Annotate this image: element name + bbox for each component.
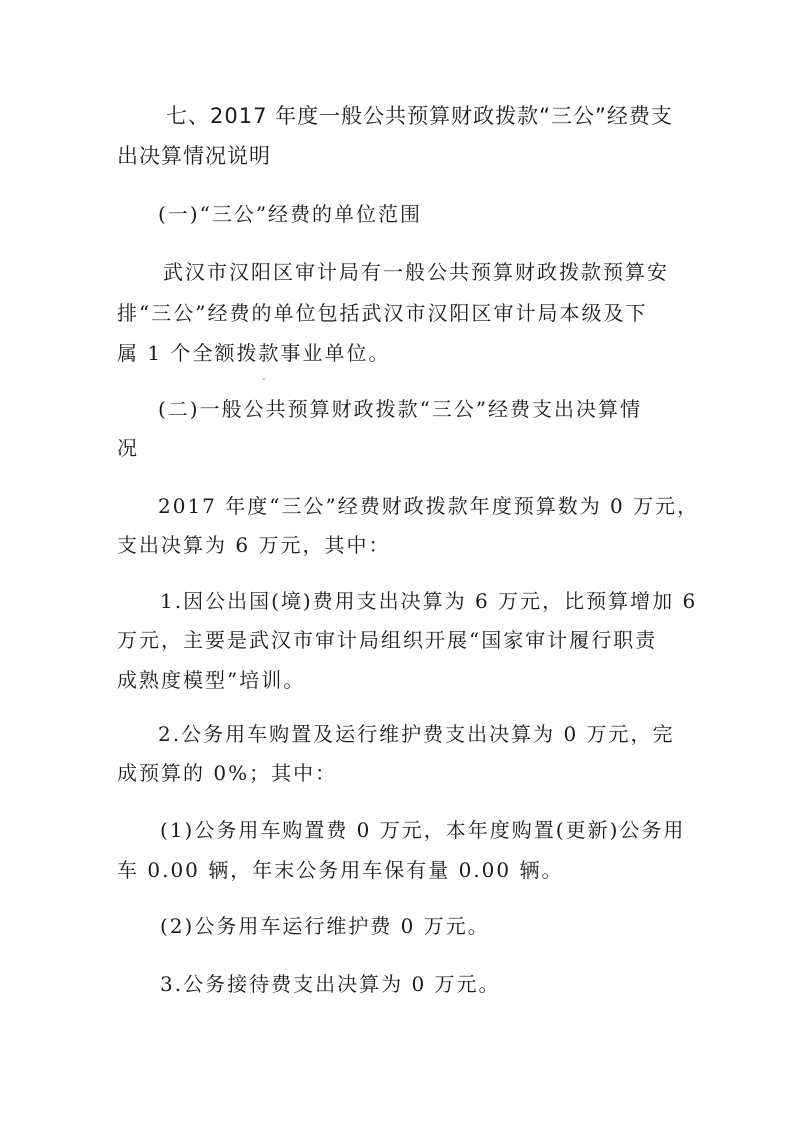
item-2-sub-2: (2)公务用车运行维护费 0 万元。 — [160, 914, 490, 938]
item-1-line-2: 万元，主要是武汉市审计局组织开展“国家审计履行职责 — [117, 628, 658, 652]
item-2-line-2: 成预算的 0%；其中： — [117, 761, 338, 785]
item-2-sub-1-line-2: 车 0.00 辆，年末公务用车保有量 0.00 辆。 — [117, 858, 564, 882]
item-2-line-1: 2.公务用车购置及运行维护费支出决算为 0 万元，完 — [158, 722, 675, 746]
subsection-2-title-line-2: 况 — [117, 436, 139, 460]
subsection-2-title-line-1: (二)一般公共预算财政拨款“三公”经费支出决算情 — [158, 397, 643, 421]
item-1-line-1: 1.因公出国(境)费用支出决算为 6 万元，比预算增加 6 — [160, 589, 698, 613]
paragraph-1-line-2: 排“三公”经费的单位包括武汉市汉阳区审计局本级及下 — [117, 301, 648, 325]
item-3: 3.公务接待费支出决算为 0 万元。 — [160, 972, 501, 996]
section-heading-line-1: 七、2017 年度一般公共预算财政拨款“三公”经费支 — [166, 104, 673, 128]
scan-speck — [262, 378, 265, 380]
paragraph-1-line-1: 武汉市汉阳区审计局有一般公共预算财政拨款预算安 — [163, 260, 669, 284]
item-1-line-3: 成熟度模型”培训。 — [117, 668, 306, 692]
paragraph-1-line-3: 属 1 个全额拨款事业单位。 — [117, 341, 391, 365]
summary-line-2: 支出决算为 6 万元，其中： — [117, 533, 391, 557]
item-2-sub-1-line-1: (1)公务用车购置费 0 万元，本年度购置(更新)公务用 — [160, 818, 686, 842]
subsection-1-title: (一)“三公”经费的单位范围 — [158, 202, 423, 226]
section-heading-line-2: 出决算情况说明 — [117, 144, 271, 168]
summary-line-1: 2017 年度“三公”经费财政拨款年度预算数为 0 万元， — [158, 494, 700, 518]
